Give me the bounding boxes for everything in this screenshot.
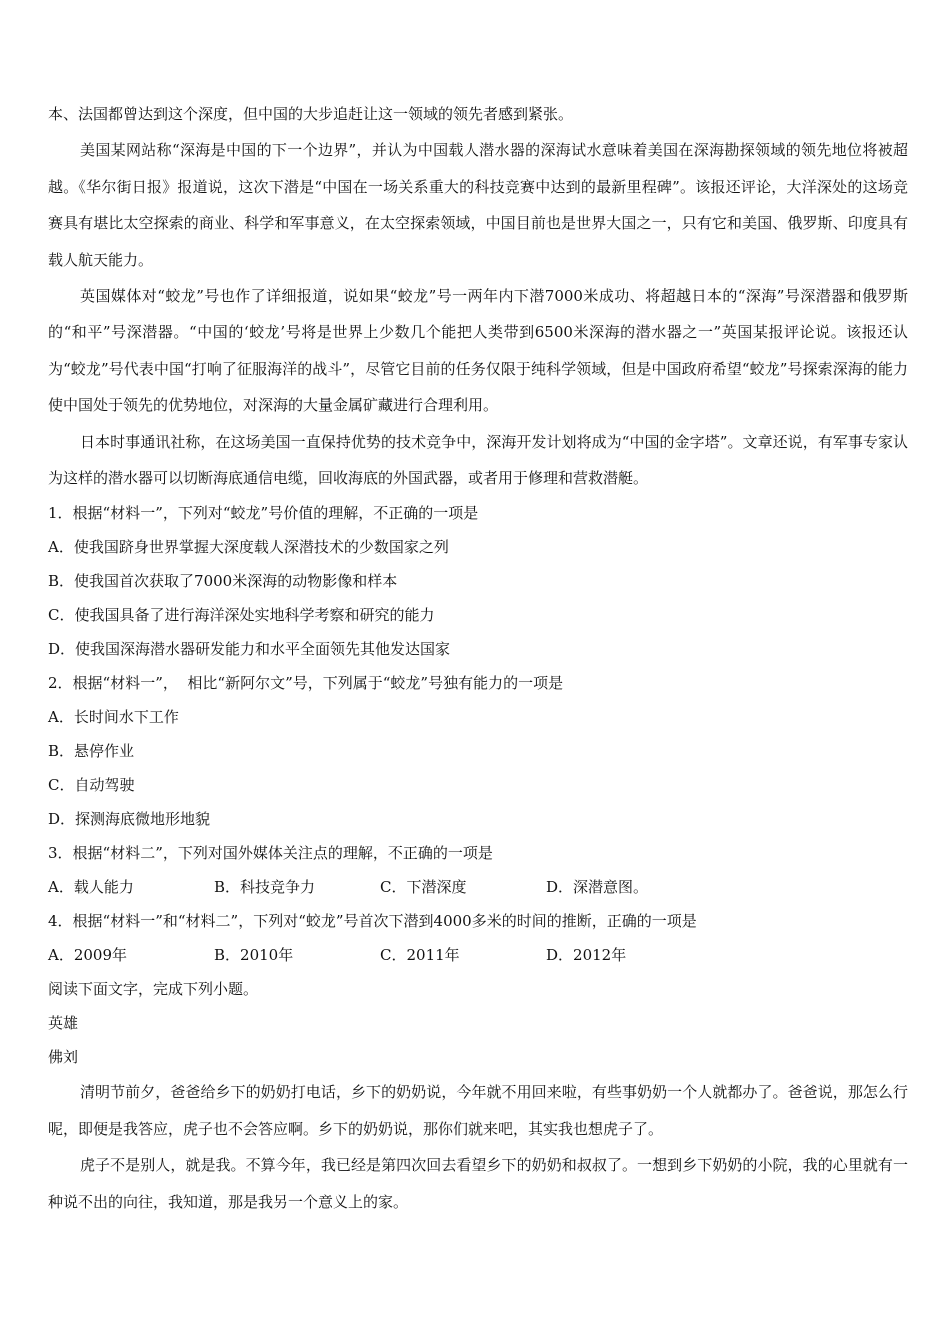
question-stem: 1．根据“材料一”，下列对“蛟龙”号价值的理解，不正确的一项是	[48, 504, 479, 523]
question-2	[48, 666, 908, 836]
document-page	[48, 96, 908, 1220]
option-d: D．深潜意图。	[546, 878, 649, 897]
story-title: 英雄	[48, 1014, 79, 1033]
story-author: 佛刘	[48, 1048, 79, 1067]
option-a: A．使我国跻身世界掌握大深度载人深潜技术的少数国家之列	[48, 538, 449, 557]
option-d: D．使我国深海潜水器研发能力和水平全面领先其他发达国家	[48, 640, 451, 659]
option-a: A．2009年	[48, 946, 128, 965]
passage-paragraph: 日本时事通讯社称，在这场美国一直保持优势的技术竞争中，深海开发计划将成为“中国的金字塔”。文章还说，有军事专家认为这样的潜水器可以切断海底通信电缆，回收海底的外国武器，或者用于修理和营救潜艇。	[48, 432, 908, 488]
story-paragraph: 清明节前夕，爸爸给乡下的奶奶打电话，乡下的奶奶说，今年就不用回来啦，有些事奶奶一个人就都办了。爸爸说，那怎么行呢，即便是我答应，虎子也不会答应啊。乡下的奶奶说，那你们就来吧，其实我也想虎子了。	[48, 1083, 908, 1138]
option-b: B．悬停作业	[48, 742, 135, 761]
question-3	[48, 836, 908, 904]
option-c: C．下潜深度	[380, 878, 467, 897]
question-1	[48, 496, 908, 666]
passage-paragraph: 本、法国都曾达到这个深度，但中国的大步追赶让这一领域的领先者感到紧张。	[48, 105, 574, 123]
passage-paragraph: 美国某网站称“深海是中国的下一个边界”，并认为中国载人潜水器的深海试水意味着美国在深海勘探领域的领先地位将被超越。《华尔街日报》报道说，这次下潜是“中国在一场关系重大的科技竞赛中达到的最新里程碑”。该报还评论，大洋深处的这场竞赛具有堪比太空探索的商业、科学和军事意义，在太空探索领域，中国目前也是世界大国之一，只有它和美国、俄罗斯、印度具有载人航天能力。	[48, 141, 908, 269]
option-c: C．2011年	[380, 946, 460, 965]
option-b: B．2010年	[214, 946, 294, 965]
option-d: D．探测海底微地形地貌	[48, 810, 211, 829]
section-instruction: 阅读下面文字，完成下列小题。	[48, 980, 259, 999]
question-4	[48, 904, 908, 972]
options-row	[48, 870, 908, 904]
question-stem: 4．根据“材料一”和“材料二”，下列对“蛟龙”号首次下潜到4000多米的时间的推断，正确的一项是	[48, 912, 697, 931]
option-c: C．自动驾驶	[48, 776, 135, 795]
option-b: B．使我国首次获取了7000米深海的动物影像和样本	[48, 572, 398, 591]
option-b: B．科技竞争力	[214, 878, 316, 897]
question-stem: 2．根据“材料一”， 相比“新阿尔文”号，下列属于“蛟龙”号独有能力的一项是	[48, 674, 564, 693]
story-paragraph: 虎子不是别人，就是我。不算今年，我已经是第四次回去看望乡下的奶奶和叔叔了。一想到乡下奶奶的小院，我的心里就有一种说不出的向往，我知道，那是我另一个意义上的家。	[48, 1156, 908, 1211]
option-c: C．使我国具备了进行海洋深处实地科学考察和研究的能力	[48, 606, 435, 625]
option-d: D．2012年	[546, 946, 627, 965]
option-a: A．长时间水下工作	[48, 708, 179, 727]
question-stem: 3．根据“材料二”，下列对国外媒体关注点的理解，不正确的一项是	[48, 844, 493, 863]
options-row	[48, 938, 908, 972]
option-a: A．载人能力	[48, 878, 134, 897]
passage-paragraph: 英国媒体对“蛟龙”号也作了详细报道，说如果“蛟龙”号一两年内下潜7000米成功、将超越日本的“深海”号深潜器和俄罗斯的“和平”号深潜器。“中国的‘蛟龙’号将是世界上少数几个能把人类带到6500米深海的潜水器之一”英国某报评论说。该报还认为“蛟龙”号代表中国“打响了征服海洋的战斗”，尽管它目前的任务仅限于纯科学领域，但是中国政府希望“蛟龙”号探索深海的能力使中国处于领先的优势地位，对深海的大量金属矿藏进行合理利用。	[48, 287, 908, 415]
